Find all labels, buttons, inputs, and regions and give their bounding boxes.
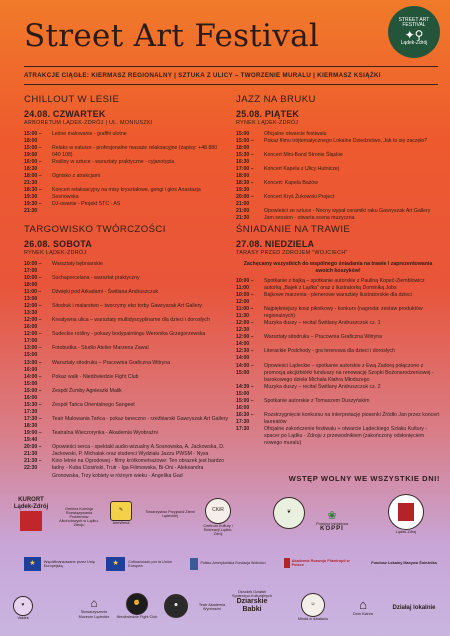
event-description: Koncert Kryś Żukowski Project <box>264 194 335 201</box>
event-time: 11:00 – 11:30 <box>236 306 254 320</box>
section-jazz <box>236 93 440 222</box>
schedule-row <box>24 145 224 159</box>
event-time: 12:00 – 16:00 <box>24 317 42 331</box>
leaf-icon: ❦ <box>273 497 305 529</box>
schedule-row <box>24 289 232 303</box>
event-time: 21:30 – 22:30 <box>24 458 42 472</box>
schedule-row <box>24 458 232 479</box>
event-time: 16:30 – 17:30 <box>236 411 254 425</box>
schedule-row <box>24 201 224 215</box>
event-time: 21:30 <box>236 215 250 222</box>
sponsor-name: Valdes <box>17 615 29 620</box>
schedule-row <box>24 402 232 416</box>
event-time: 11:00 – 13:00 <box>24 288 42 302</box>
event-description: Koncert Mini-Band Stronie Śląskie <box>264 151 343 158</box>
sponsor-ladek-crest <box>386 494 426 534</box>
section-title: ŚNIADANIE NA TRAWIE <box>236 224 351 235</box>
event-description: Warsztaty sitodruku – Pracownia Graficzna Witryna <box>264 334 383 341</box>
schedule-row <box>24 345 232 359</box>
schedule-row <box>24 317 232 331</box>
section-chillout <box>24 93 224 215</box>
event-time: 15:00 – 18:00 <box>24 130 42 144</box>
heart-icon: ♥ <box>13 596 33 616</box>
event-description: Opowieści ze sztuce - Nocny wypał ceramiki raku Gawryszak Art Gallery <box>264 208 431 215</box>
event-time: 13:00 – 15:00 <box>24 345 42 359</box>
event-time: 12:00 – 14:00 <box>236 334 254 348</box>
sponsor-tpzl: Towarzystwo Przyjaciół Ziemi Lądeckiej <box>145 509 195 518</box>
event-description: Leśne malowanie - graffiti ulotne <box>52 130 127 137</box>
sponsor-dziarskie-babki <box>232 584 272 620</box>
schedule-row <box>24 416 232 430</box>
event-description: Jam session - otwarta scena muzyczna <box>264 215 355 222</box>
festival-logo <box>388 6 440 58</box>
event-description: Koncert: Kapela Bażów <box>264 180 318 187</box>
divider <box>24 66 438 67</box>
crest-icon <box>388 494 424 530</box>
event-time: 17:30 <box>236 426 250 433</box>
event-description: Zespół Tańca Orientalnego Sangeet <box>52 401 135 408</box>
section-targowisko <box>24 223 232 480</box>
event-time: 17:30 – 18:30 <box>24 416 42 430</box>
sponsor-name: Dom Klahra <box>352 612 374 617</box>
event-description: Rozstrzygnięcie konkursu na interpretację piosenki Źródło Jan przez koncert laureatów <box>264 411 440 425</box>
event-description: Suchaporcelana - warsztat praktyczny <box>52 274 140 281</box>
sponsor-dzialaj-lokalnie: Działaj lokalnie <box>392 604 436 611</box>
festival-title: Street Art Festival <box>24 18 320 54</box>
figure-icon: ✦⚲ <box>404 27 424 42</box>
event-time: 13:00 – 16:00 <box>24 359 42 373</box>
schedule-row <box>236 292 440 306</box>
sponsor-fundusz-lokalny: Fundusz Lokalny Masywu Śnieżnika <box>371 560 437 565</box>
schedule-row <box>236 278 440 292</box>
sponsor-name: Cofinanciado por la Unión Europea <box>128 559 172 568</box>
sponsor-eu-es <box>106 554 180 574</box>
event-description: Fotobudka - Studio Atelier Marzena Zawal <box>52 345 149 352</box>
event-time: 16:00 – 18:30 <box>24 158 42 172</box>
koppi-icon: ❀ <box>327 509 337 522</box>
event-time: 19:00 – 19:40 <box>24 430 42 444</box>
event-time: 10:00 – 11:00 <box>236 277 254 291</box>
schedule-row <box>24 159 224 173</box>
sponsor-name: KOPPI <box>320 525 344 532</box>
event-description: Muzyka duszy – recital Świtlany Andruszczuk cz. 2 <box>264 383 381 390</box>
section-title: JAZZ NA BRUKU <box>236 94 316 105</box>
schedule-row <box>236 306 440 320</box>
event-time: 10:00 – 12:00 <box>236 291 254 305</box>
event-description: Zespół Żumby Agnieszki Malik <box>52 387 122 394</box>
sponsor-muzeum <box>74 590 114 626</box>
arfp-icon <box>284 558 290 568</box>
sponsor-name: KURORT Lądek-Zdrój <box>13 496 49 510</box>
sponsor-nature-badge <box>272 496 306 530</box>
event-description: Bajkowe marzenia - plenerowe warsztaty ilustratorskie dla dzieci <box>264 291 412 298</box>
sponsor-name: Potrójna Inicjatywa <box>316 521 348 526</box>
ckir-icon: CKiR <box>205 498 231 524</box>
schedule-row <box>24 303 232 317</box>
section-place: TARASY PRZED ZDROJEM "WOJCIECH" <box>236 250 348 257</box>
event-description: Oficjalne zakończenie festiwalu + otwarcie Lądeckiego Szlaku Kultury - spacer po Lądku - Zdroju z przewodnikiem (zakończony odsłonięciem nowego muralu) <box>264 426 428 447</box>
event-description: Sitodruk i malarstwo – tworzymy eko torby Gawryszak Art Gallery <box>52 303 202 309</box>
sponsor-dom-klahra <box>344 590 382 624</box>
schedule-row <box>236 215 440 222</box>
event-description: Spotkanie autorskie z Tomaszem Duszyńskim <box>264 397 370 404</box>
event-time: 20:00 – 21:00 <box>236 194 254 208</box>
free-entry-banner: WSTĘP WOLNY WE WSZYSTKIE DNI! <box>288 474 440 483</box>
event-description: Koncert Kapela z Ulicy Hutniczej <box>264 165 339 172</box>
schedule-row <box>236 131 440 138</box>
event-time: 14:30 – 15:00 <box>236 383 254 397</box>
section-title: TARGOWISKO TWÓRCZOŚCI <box>24 224 166 235</box>
event-time: 10:00 – 18:00 <box>24 274 42 288</box>
schedule-row <box>24 360 232 374</box>
sponsor-eu-pl <box>24 554 98 574</box>
sponsor-pafw <box>190 556 266 572</box>
event-description: Teatralna Wieczorynka - Akademia Wyobraźni <box>52 430 158 437</box>
event-time: 18:30 – 19:30 <box>236 180 254 194</box>
event-description: DJ-owanie - Projekt STC - AS <box>52 201 121 208</box>
sponsor-gkrpa: Gminna Komisja Rozwiązywania Problemów Alkoholowych w Lądku-Zdroju <box>59 506 99 528</box>
sponsor-name: Ośrodek Działań Społeczno-Kulturalnych <box>232 590 272 599</box>
event-description: Opowieści Lądeckie – spotkanie autorskie z Ewą Zadorą połączone z promocją akcjiżbiórki funduszy na renowację Szopki Bożonarodzeniowej - barokowego dzieła Michała Kłahra Młodszego <box>264 362 434 383</box>
sponsor-arfp <box>284 556 358 570</box>
sponsor-name: Polsko-Amerykańska Fundacja Wolności <box>200 561 266 566</box>
schedule-row <box>236 166 440 180</box>
event-time: 15:00 – 18:00 <box>236 137 254 151</box>
event-time: 14:00 – 15:00 <box>24 373 42 387</box>
event-description: Warsztaty sitodruku – Pracownia Graficzna Witryna <box>52 359 171 366</box>
event-description: Ognisko z atrakcjami <box>52 173 101 179</box>
sponsor-valdes <box>6 590 40 626</box>
event-description: Opowieści serca - spektakl audio-wizualny A.Sosnowska, A. Jackowska, D. Jackowski, P. Michalak oraz studenci Wydziału Jazzu PWSM - Nysa <box>52 444 225 458</box>
museum-icon: ⌂ <box>90 596 98 611</box>
sponsor-akademia-icon <box>160 590 192 622</box>
schedule-row <box>236 348 440 362</box>
event-description: Spotkanie z bajką – spotkanie autorskie z Pauliną Kopeć-Ziemblowicz autorką „Bajek z Lądka” oraz z ilustratorką Dominiką Jobs <box>264 277 425 291</box>
sponsor-fight-club <box>116 590 158 622</box>
subheader: ATRAKCJE CIĄGŁE: KIERMASZ REGIONALNY | SZTUKA Z ULICY – TWORZENIE MURALU | KIERMASZ KSIĄŻKI <box>24 72 381 79</box>
event-time: 12:30 – 14:00 <box>236 348 254 362</box>
schedule-row <box>24 444 232 458</box>
sponsor-name: ArteWena <box>112 520 130 525</box>
artewena-icon: ✎ <box>110 501 132 521</box>
event-description: Dźwięki pod Arkadami - Świtlana Andruszczuk <box>52 288 159 295</box>
event-description: Literackie Podchody - gra terenowa dla dzieci i dorosłych <box>264 348 395 355</box>
schedule-row <box>236 194 440 208</box>
schedule-row <box>24 173 224 187</box>
logo-text-top: STREET ART FESTIVAL <box>398 16 430 29</box>
event-description: Najpiękniejszy kosz piknikowy - konkurs (nagroda: zestaw produktów regionalnych) <box>264 306 423 320</box>
section-date: 27.08. NIEDZIELA <box>236 239 315 250</box>
schedule-row <box>236 152 440 166</box>
schedule-row <box>24 374 232 388</box>
section-intro: Zachęcamy wszystkich do wspólnego śniadania na trawie i zaprezentowania swoich koszyków! <box>243 260 433 274</box>
sponsor-mindd <box>290 588 336 626</box>
section-date: 24.08. CZWARTEK <box>24 109 106 120</box>
sponsor-artewena <box>104 498 138 528</box>
schedule-row <box>236 180 440 194</box>
crest-icon <box>20 511 42 531</box>
schedule-row <box>236 138 440 152</box>
divider <box>24 84 438 85</box>
sponsor-akademia: Teatr Akademia Wyobraźni <box>198 602 226 611</box>
sponsor-name: Dziarskie Babki <box>236 598 268 614</box>
eu-flag-icon: ★ <box>24 557 41 571</box>
flag-icon <box>190 558 198 570</box>
sponsor-name: Mindd w działaniu <box>297 616 329 621</box>
section-sniadanie <box>236 223 440 447</box>
event-description: Kreatywna ulica – warsztaty multidyscyplinarne dla dzieci i dorosłych <box>52 317 210 324</box>
section-date: 25.08. PIĄTEK <box>236 109 300 120</box>
event-time: 15:00 – 16:00 <box>24 387 42 401</box>
event-description: Relaks w naturze - profesjonalne masaże relaksacyjne (zapisy: +48 880 040 108) <box>52 144 218 158</box>
schedule-row <box>236 334 440 348</box>
sponsor-name: Centrum Kultury i Rekreacji Lądek-Zdrój <box>203 523 233 537</box>
sponsor-name: Niedźwiedzie Fight Club <box>116 614 158 619</box>
event-time: 14:00 – 15:00 <box>236 362 254 376</box>
schedule-row <box>24 275 232 289</box>
event-time: 15:30 – 16:30 <box>236 151 254 165</box>
sponsor-name: Stowarzyszenie Muzeum Lądeckie <box>78 610 110 619</box>
event-description: Oficjalne otwarcie festiwalu <box>264 130 327 137</box>
sponsor-koppi <box>314 496 350 546</box>
event-time: 15:00 – 16:00 <box>236 397 254 411</box>
section-place: RYNEK LĄDEK-ZDRÓJ <box>24 250 87 257</box>
event-time: 15:00 – 19:00 <box>24 144 42 158</box>
event-time: 12:00 – 13:30 <box>24 303 42 317</box>
event-description: Pokaz walk - Niedźwiedzie Fight Club <box>52 373 139 380</box>
schedule-row <box>236 384 440 398</box>
event-time: 15:30 – 17:30 <box>24 401 42 415</box>
event-time: 17:00 – 18:00 <box>236 165 254 179</box>
bear-icon: ✊ <box>126 593 148 615</box>
mask-icon: ☻ <box>164 594 188 618</box>
eu-flag-icon: ★ <box>106 557 125 571</box>
event-time: 12:00 – 12:30 <box>236 320 254 334</box>
logo-text-bottom: Lądek-Zdrój <box>400 39 428 46</box>
event-description: Pokaz filmu trójtematycznego Lokalne Dziedzictwo, Jak to się zaczęło? <box>264 137 428 144</box>
event-time: 18:00 – 21:30 <box>24 173 42 187</box>
event-time: 10:00 – 17:00 <box>24 260 42 274</box>
schedule-row <box>236 412 440 426</box>
sponsor-ckir <box>200 492 236 542</box>
event-description: Koncert relaksacyjny na misy kryształowe, gongi i głos Anastazja Sosnowska <box>52 187 201 201</box>
sponsor-kurort-logo <box>10 494 52 534</box>
event-time: 21:00 <box>236 208 250 215</box>
mind-icon: ☺ <box>301 593 325 617</box>
schedule-row <box>24 331 232 345</box>
event-time: 20:00 – 21:30 <box>24 444 42 458</box>
schedule-row <box>24 261 232 275</box>
event-description: Muzyka duszy – recital Świtlany Andruszczuk cz. 1 <box>264 320 381 327</box>
schedule-row <box>24 131 224 145</box>
section-date: 26.08. SOBOTA <box>24 239 92 250</box>
sponsor-name: Akademia Rozwoju Filantropii w Polsce <box>291 558 350 567</box>
event-time: 15:00 <box>236 130 250 137</box>
sponsor-name: Lądek-Zdrój <box>395 529 417 534</box>
section-title: CHILLOUT W LESIE <box>24 94 120 105</box>
schedule-row <box>236 398 440 412</box>
event-description: Sudeckie rośliny - pokazy bodypaintingu Weronika Grzegorzewska <box>52 331 206 338</box>
schedule-row <box>236 208 440 215</box>
house-icon: ⌂ <box>359 596 367 612</box>
event-time: 18:30 – 19:30 <box>24 187 42 201</box>
event-description: Warsztaty bębniarskie <box>52 260 103 267</box>
schedule-row <box>236 320 440 334</box>
schedule-row <box>24 388 232 402</box>
event-description: Rośliny w sztuce - warsztaty praktyczne - cyjanotypia <box>52 158 175 165</box>
event-time: 19:30 – 21:30 <box>24 201 42 215</box>
sponsor-name: Współfinansowane przez Unię Europejską <box>43 559 95 568</box>
event-time: 12:00 – 17:00 <box>24 331 42 345</box>
event-description: Teatr Malowania Tańca - pokaz taneczno - rzeźbiarski Gawryszak Art Gallery <box>52 416 229 422</box>
schedule-row <box>236 426 440 447</box>
schedule-row <box>236 363 440 384</box>
section-place: ARBORETUM LĄDEK-ZDRÓJ | UL. MONIUSZKI <box>24 120 153 127</box>
schedule-row <box>24 187 224 201</box>
schedule-row <box>24 430 232 444</box>
event-description: Kino letnie na Ogrodowej - filmy krótkometrażowe: Ten obrazek jest bardzo ładny - Kuba Ciosiński, Trutr - Iga Filimowska, Bi-Oni - Aleksandra Gronowska, Trzy kobiety w różnym wieku - Angelika Gad <box>52 458 225 479</box>
section-place: RYNEK LĄDEK-ZDRÓJ <box>236 120 299 127</box>
